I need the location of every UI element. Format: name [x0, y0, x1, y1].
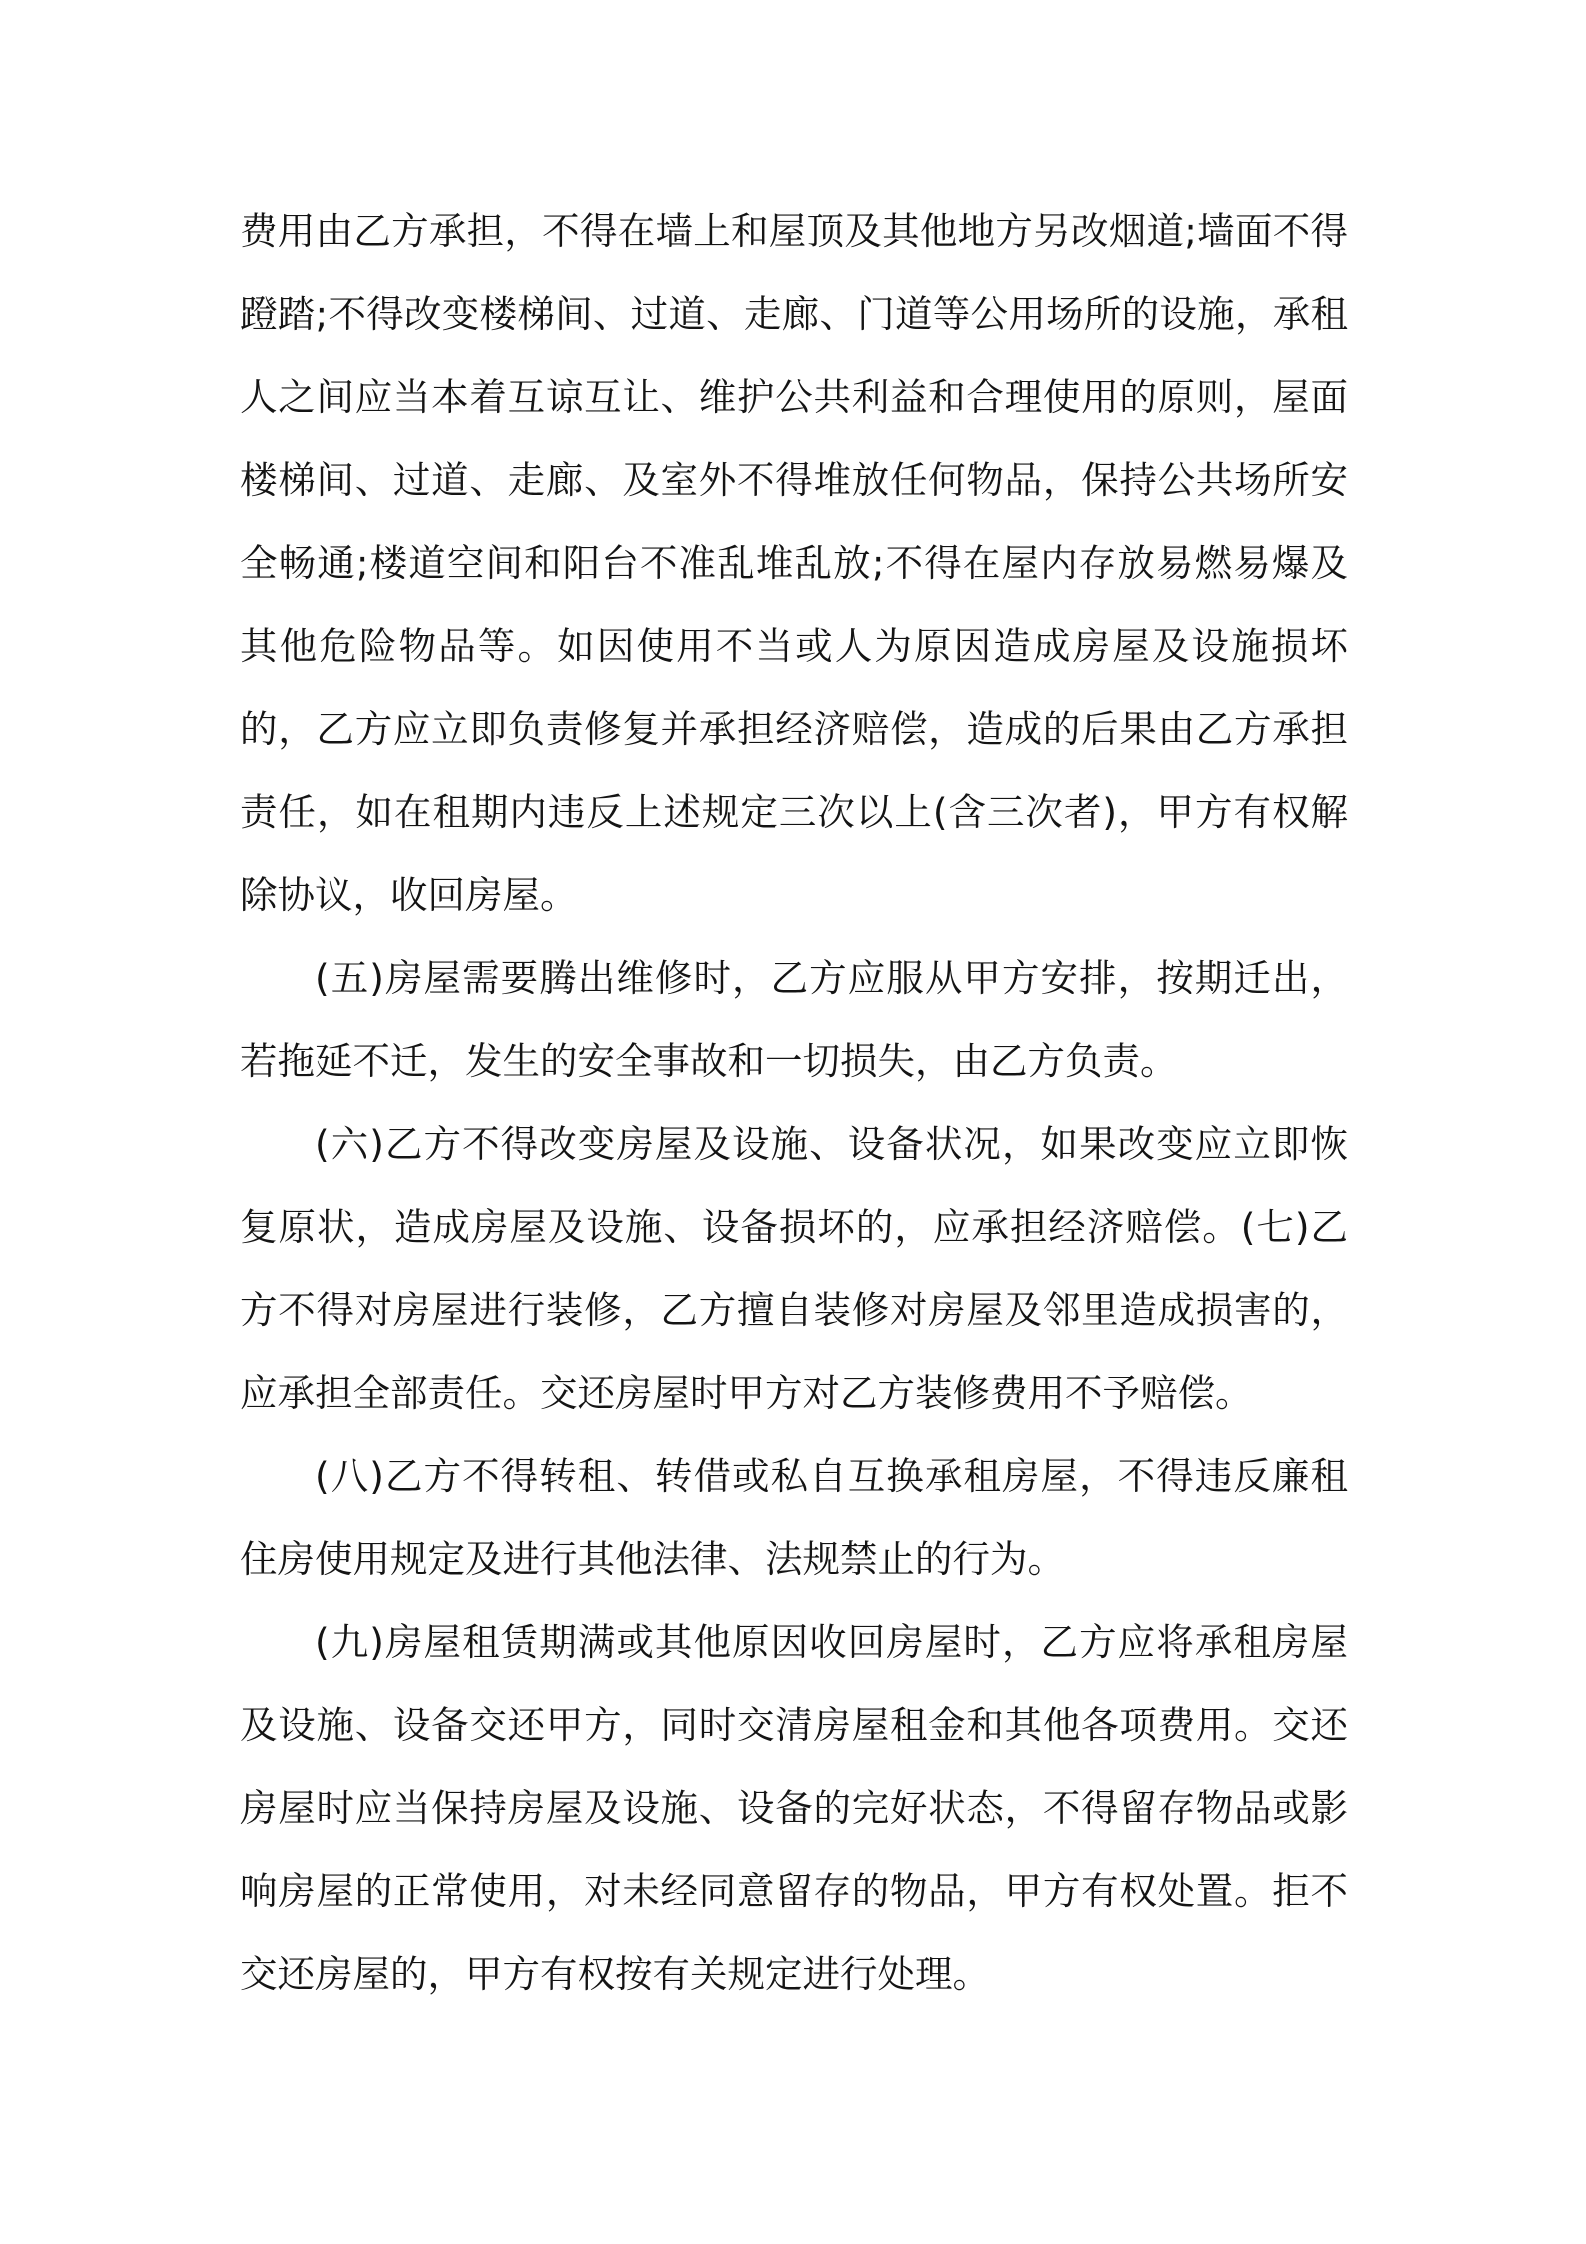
paragraph-clause-8: (八)乙方不得转租、转借或私自互换承租房屋，不得违反廉租住房使用规定及进行其他法律、法规禁止的行为。: [240, 1454, 1348, 1581]
paragraph-clause-5: (五)房屋需要腾出维修时，乙方应服从甲方安排，按期迁出，若拖延不迁，发生的安全事故和一切损失，由乙方负责。: [240, 956, 1348, 1083]
paragraph-clause-6-7: (六)乙方不得改变房屋及设施、设备状况，如果改变应立即恢复原状，造成房屋及设施、设备损坏的，应承担经济赔偿。(七)乙方不得对房屋进行装修，乙方擅自装修对房屋及邻里造成损害的，应承担全部责任。交还房屋时甲方对乙方装修费用不予赔偿。: [240, 1122, 1348, 1415]
paragraph-clause-9: (九)房屋租赁期满或其他原因收回房屋时，乙方应将承租房屋及设施、设备交还甲方，同时交清房屋租金和其他各项费用。交还房屋时应当保持房屋及设施、设备的完好状态，不得留存物品或影响房屋的正常使用，对未经同意留存的物品，甲方有权处置。拒不交还房屋的，甲方有权按有关规定进行处理。: [240, 1620, 1348, 1996]
paragraph-continuation: 费用由乙方承担，不得在墙上和屋顶及其他地方另改烟道;墙面不得蹬踏;不得改变楼梯间、过道、走廊、门道等公用场所的设施，承租人之间应当本着互谅互让、维护公共利益和合理使用的原则，屋面楼梯间、过道、走廊、及室外不得堆放任何物品，保持公共场所安全畅通;楼道空间和阳台不准乱堆乱放;不得在屋内存放易燃易爆及其他危险物品等。如因使用不当或人为原因造成房屋及设施损坏的，乙方应立即负责修复并承担经济赔偿，造成的后果由乙方承担责任，如在租期内违反上述规定三次以上(含三次者)，甲方有权解除协议，收回房屋。: [240, 209, 1348, 917]
document-page: [240, 190, 1348, 2016]
